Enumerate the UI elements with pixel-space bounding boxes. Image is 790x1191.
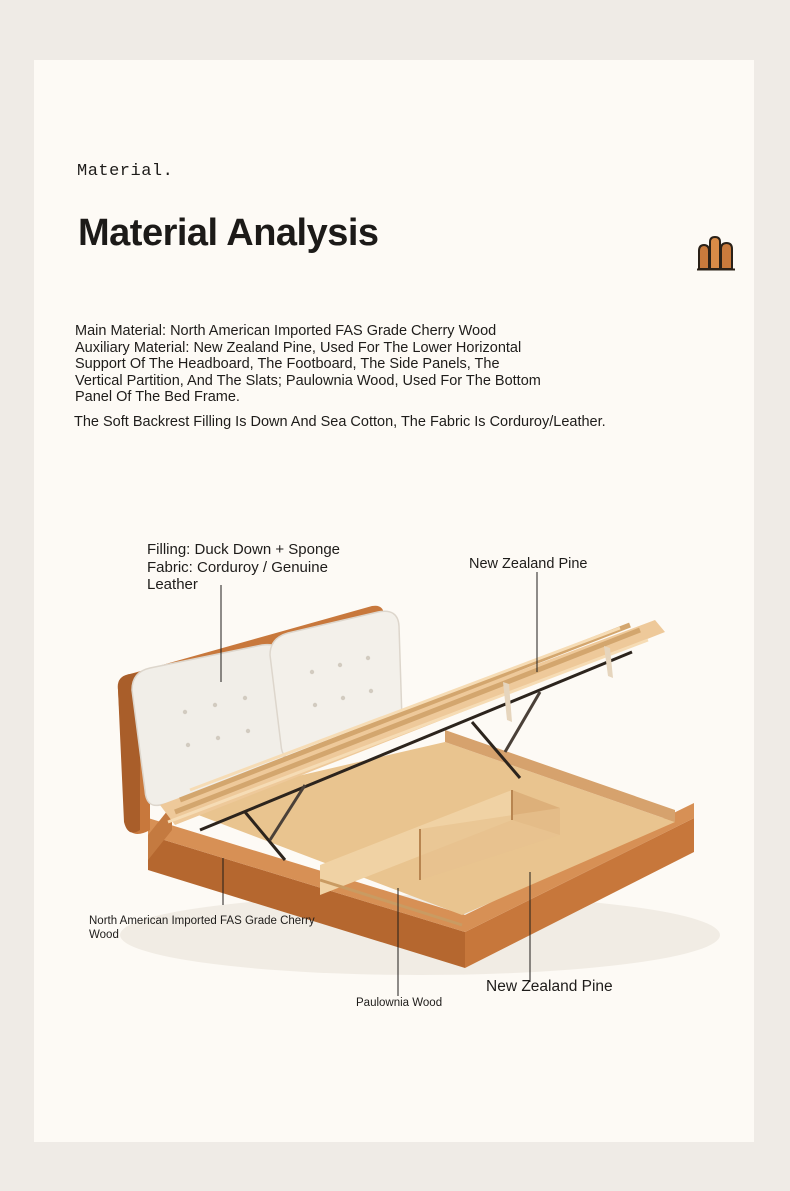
callout-new-zealand-pine-top: New Zealand Pine bbox=[469, 556, 588, 572]
section-eyebrow: Material. bbox=[77, 162, 174, 181]
material-description: Main Material: North American Imported FAS Grade Cherry Wood Auxiliary Material: New Zealand Pine, Used For The Lower Horizontal Support Of The Headboard, The Footboard, The Side Panels, The Vertical Partition, And The Slats; Paulownia Wood, Used For The Bottom Panel Of The Bed Frame. bbox=[75, 323, 541, 405]
callout-new-zealand-pine-bottom: New Zealand Pine bbox=[486, 978, 613, 995]
callout-filling: Filling: Duck Down + Sponge Fabric: Corduroy / Genuine Leather bbox=[147, 541, 341, 593]
callout-cherry-wood: North American Imported FAS Grade Cherry Wood bbox=[89, 915, 315, 941]
page-title: Material Analysis bbox=[78, 212, 379, 254]
callout-paulownia-wood: Paulownia Wood bbox=[356, 997, 443, 1009]
filling-description: The Soft Backrest Filling Is Down And Sea Cotton, The Fabric Is Corduroy/Leather. bbox=[74, 414, 606, 430]
